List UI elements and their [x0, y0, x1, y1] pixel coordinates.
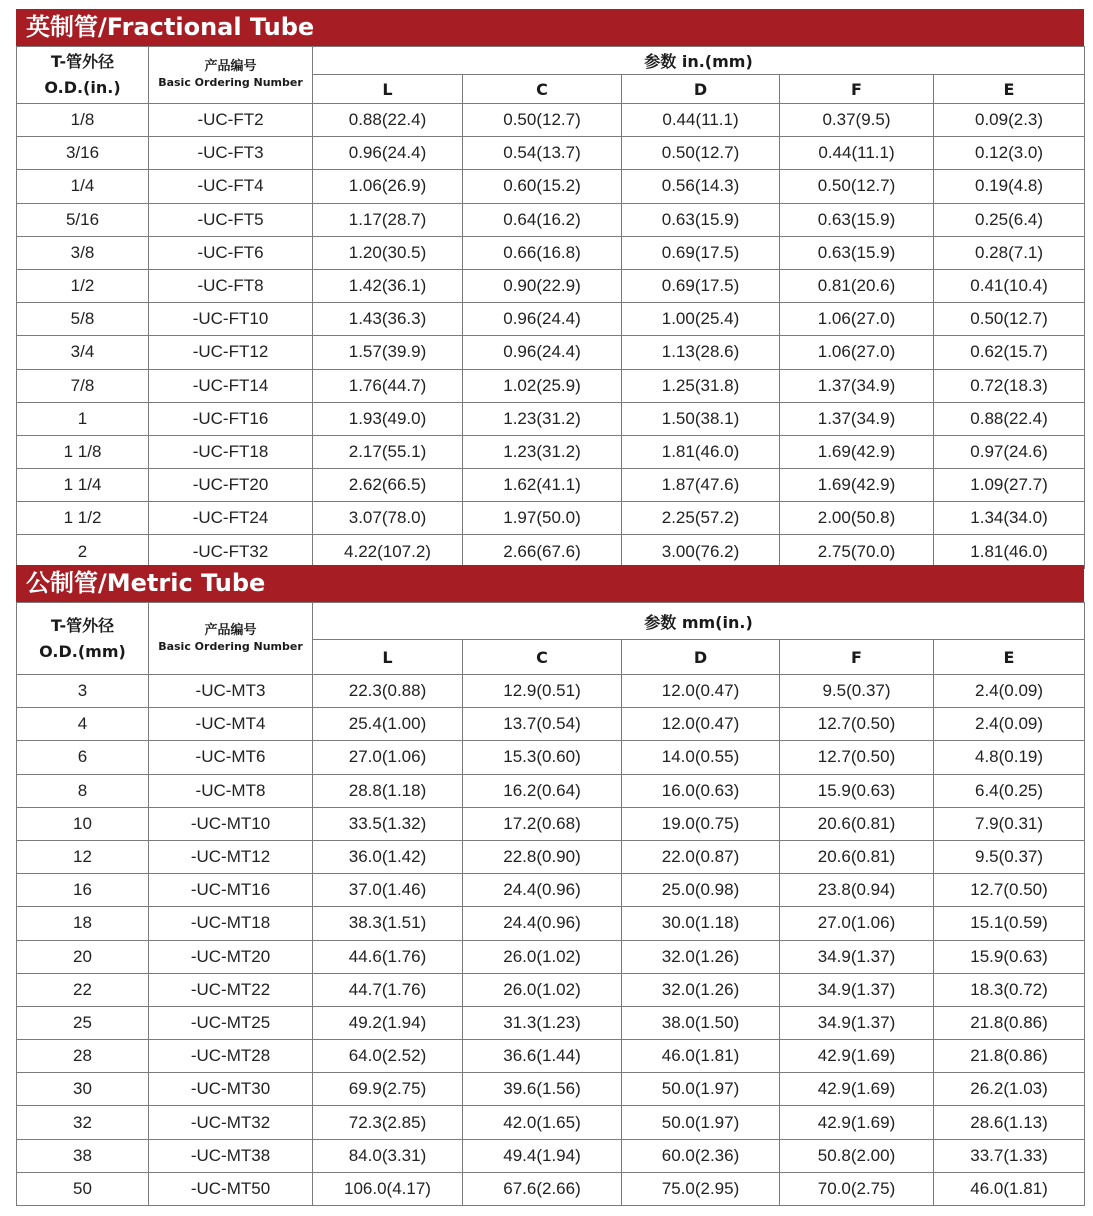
table-row: [17, 402, 1085, 435]
value-cell-l: 36.0(1.42): [313, 840, 463, 873]
od-cell: 30: [17, 1073, 149, 1106]
od-cell: 3/16: [17, 137, 149, 170]
value-cell-l: 1.43(36.3): [313, 303, 463, 336]
value-cell-d: 46.0(1.81): [622, 1040, 780, 1073]
parameter-header: 参数 mm(in.): [313, 603, 1085, 640]
table-row: [17, 137, 1085, 170]
section-title: 英制管/Fractional Tube: [16, 9, 1084, 46]
value-cell-e: 33.7(1.33): [934, 1139, 1085, 1172]
value-cell-c: 26.0(1.02): [463, 973, 622, 1006]
od-cell: 32: [17, 1106, 149, 1139]
value-cell-e: 1.09(27.7): [934, 469, 1085, 502]
table-row: [17, 303, 1085, 336]
value-cell-d: 14.0(0.55): [622, 741, 780, 774]
od-cell: 1 1/8: [17, 435, 149, 468]
value-cell-c: 0.64(16.2): [463, 203, 622, 236]
part-number-cell: -UC-MT6: [149, 741, 313, 774]
value-cell-l: 72.3(2.85): [313, 1106, 463, 1139]
table-row: [17, 469, 1085, 502]
table-row: [17, 104, 1085, 137]
value-cell-l: 37.0(1.46): [313, 874, 463, 907]
value-cell-d: 25.0(0.98): [622, 874, 780, 907]
value-cell-e: 4.8(0.19): [934, 741, 1085, 774]
value-cell-e: 18.3(0.72): [934, 973, 1085, 1006]
table-row: [17, 1006, 1085, 1039]
value-cell-c: 24.4(0.96): [463, 907, 622, 940]
part-number-cell: -UC-FT4: [149, 170, 313, 203]
part-number-cell: -UC-MT30: [149, 1073, 313, 1106]
table-row: [17, 708, 1085, 741]
value-cell-e: 9.5(0.37): [934, 840, 1085, 873]
value-cell-c: 15.3(0.60): [463, 741, 622, 774]
part-number-cell: -UC-FT18: [149, 435, 313, 468]
value-cell-f: 2.75(70.0): [780, 535, 934, 568]
table-row: [17, 774, 1085, 807]
od-header: [17, 47, 149, 104]
table-row: [17, 1073, 1085, 1106]
column-header-d: D: [622, 75, 780, 104]
od-cell: 1/8: [17, 104, 149, 137]
value-cell-f: 42.9(1.69): [780, 1073, 934, 1106]
value-cell-e: 0.72(18.3): [934, 369, 1085, 402]
value-cell-d: 2.25(57.2): [622, 502, 780, 535]
value-cell-d: 0.63(15.9): [622, 203, 780, 236]
column-header-l: L: [313, 640, 463, 675]
value-cell-e: 28.6(1.13): [934, 1106, 1085, 1139]
column-header-e: E: [934, 75, 1085, 104]
value-cell-f: 12.7(0.50): [780, 741, 934, 774]
value-cell-f: 27.0(1.06): [780, 907, 934, 940]
part-number-cell: -UC-FT16: [149, 402, 313, 435]
table-row: [17, 336, 1085, 369]
od-cell: 18: [17, 907, 149, 940]
value-cell-d: 1.81(46.0): [622, 435, 780, 468]
od-cell: 1/4: [17, 170, 149, 203]
table-row: [17, 535, 1085, 568]
table-row: [17, 369, 1085, 402]
table-row: [17, 907, 1085, 940]
value-cell-d: 1.50(38.1): [622, 402, 780, 435]
value-cell-d: 3.00(76.2): [622, 535, 780, 568]
table-row: [17, 1172, 1085, 1205]
value-cell-l: 33.5(1.32): [313, 807, 463, 840]
value-cell-f: 12.7(0.50): [780, 708, 934, 741]
value-cell-e: 0.62(15.7): [934, 336, 1085, 369]
od-cell: 2: [17, 535, 149, 568]
value-cell-l: 44.6(1.76): [313, 940, 463, 973]
od-header-zh: T-管外径: [50, 615, 115, 635]
column-header-l: L: [313, 75, 463, 104]
od-cell: 22: [17, 973, 149, 1006]
table-row: [17, 741, 1085, 774]
od-cell: 4: [17, 708, 149, 741]
value-cell-f: 0.63(15.9): [780, 236, 934, 269]
value-cell-c: 1.97(50.0): [463, 502, 622, 535]
od-cell: 1 1/2: [17, 502, 149, 535]
value-cell-l: 84.0(3.31): [313, 1139, 463, 1172]
value-cell-l: 2.62(66.5): [313, 469, 463, 502]
od-cell: 1 1/4: [17, 469, 149, 502]
value-cell-d: 0.50(12.7): [622, 137, 780, 170]
table-row: [17, 203, 1085, 236]
part-number-cell: -UC-MT20: [149, 940, 313, 973]
value-cell-f: 23.8(0.94): [780, 874, 934, 907]
value-cell-d: 12.0(0.47): [622, 708, 780, 741]
value-cell-d: 38.0(1.50): [622, 1006, 780, 1039]
part-number-header: [149, 603, 313, 675]
value-cell-l: 69.9(2.75): [313, 1073, 463, 1106]
part-number-cell: -UC-MT28: [149, 1040, 313, 1073]
value-cell-l: 1.20(30.5): [313, 236, 463, 269]
value-cell-f: 42.9(1.69): [780, 1106, 934, 1139]
value-cell-d: 0.56(14.3): [622, 170, 780, 203]
value-cell-f: 0.50(12.7): [780, 170, 934, 203]
value-cell-c: 24.4(0.96): [463, 874, 622, 907]
value-cell-c: 1.02(25.9): [463, 369, 622, 402]
value-cell-f: 20.6(0.81): [780, 807, 934, 840]
value-cell-l: 2.17(55.1): [313, 435, 463, 468]
value-cell-d: 32.0(1.26): [622, 940, 780, 973]
table-row: [17, 1040, 1085, 1073]
part-number-cell: -UC-FT2: [149, 104, 313, 137]
value-cell-f: 1.37(34.9): [780, 369, 934, 402]
value-cell-c: 0.54(13.7): [463, 137, 622, 170]
table-row: [17, 840, 1085, 873]
value-cell-c: 26.0(1.02): [463, 940, 622, 973]
od-cell: 20: [17, 940, 149, 973]
value-cell-l: 106.0(4.17): [313, 1172, 463, 1205]
value-cell-l: 1.76(44.7): [313, 369, 463, 402]
value-cell-d: 50.0(1.97): [622, 1106, 780, 1139]
value-cell-l: 1.06(26.9): [313, 170, 463, 203]
value-cell-d: 0.69(17.5): [622, 269, 780, 302]
column-header-e: E: [934, 640, 1085, 675]
value-cell-e: 0.09(2.3): [934, 104, 1085, 137]
value-cell-c: 13.7(0.54): [463, 708, 622, 741]
value-cell-c: 0.60(15.2): [463, 170, 622, 203]
value-cell-l: 1.42(36.1): [313, 269, 463, 302]
value-cell-e: 0.97(24.6): [934, 435, 1085, 468]
value-cell-d: 60.0(2.36): [622, 1139, 780, 1172]
value-cell-e: 1.34(34.0): [934, 502, 1085, 535]
od-cell: 12: [17, 840, 149, 873]
value-cell-c: 0.66(16.8): [463, 236, 622, 269]
fractional-spec-table: [16, 46, 1085, 569]
value-cell-c: 1.62(41.1): [463, 469, 622, 502]
value-cell-e: 6.4(0.25): [934, 774, 1085, 807]
part-number-cell: -UC-MT8: [149, 774, 313, 807]
od-cell: 5/16: [17, 203, 149, 236]
value-cell-f: 1.69(42.9): [780, 469, 934, 502]
value-cell-d: 0.69(17.5): [622, 236, 780, 269]
value-cell-e: 7.9(0.31): [934, 807, 1085, 840]
part-number-cell: -UC-MT25: [149, 1006, 313, 1039]
value-cell-f: 42.9(1.69): [780, 1040, 934, 1073]
table-row: [17, 170, 1085, 203]
od-cell: 6: [17, 741, 149, 774]
part-header-en: Basic Ordering Number: [158, 76, 303, 89]
part-number-cell: -UC-FT20: [149, 469, 313, 502]
value-cell-d: 16.0(0.63): [622, 774, 780, 807]
part-number-cell: -UC-MT4: [149, 708, 313, 741]
value-cell-e: 21.8(0.86): [934, 1006, 1085, 1039]
od-cell: 25: [17, 1006, 149, 1039]
part-number-cell: -UC-MT18: [149, 907, 313, 940]
value-cell-l: 44.7(1.76): [313, 973, 463, 1006]
column-header-c: C: [463, 640, 622, 675]
value-cell-e: 46.0(1.81): [934, 1172, 1085, 1205]
value-cell-e: 21.8(0.86): [934, 1040, 1085, 1073]
part-number-cell: -UC-MT22: [149, 973, 313, 1006]
value-cell-d: 32.0(1.26): [622, 973, 780, 1006]
value-cell-f: 50.8(2.00): [780, 1139, 934, 1172]
value-cell-e: 0.41(10.4): [934, 269, 1085, 302]
od-cell: 5/8: [17, 303, 149, 336]
value-cell-c: 67.6(2.66): [463, 1172, 622, 1205]
value-cell-c: 16.2(0.64): [463, 774, 622, 807]
value-cell-e: 2.4(0.09): [934, 708, 1085, 741]
part-header-zh: 产品编号: [204, 59, 257, 74]
value-cell-l: 38.3(1.51): [313, 907, 463, 940]
part-number-cell: -UC-MT12: [149, 840, 313, 873]
value-cell-f: 20.6(0.81): [780, 840, 934, 873]
od-cell: 3: [17, 675, 149, 708]
section-title: 公制管/Metric Tube: [16, 565, 1084, 602]
part-number-cell: -UC-FT5: [149, 203, 313, 236]
value-cell-e: 15.9(0.63): [934, 940, 1085, 973]
value-cell-c: 0.90(22.9): [463, 269, 622, 302]
value-cell-e: 0.19(4.8): [934, 170, 1085, 203]
value-cell-e: 0.25(6.4): [934, 203, 1085, 236]
value-cell-e: 0.50(12.7): [934, 303, 1085, 336]
table-row: [17, 940, 1085, 973]
column-header-d: D: [622, 640, 780, 675]
value-cell-d: 1.25(31.8): [622, 369, 780, 402]
value-cell-f: 1.06(27.0): [780, 336, 934, 369]
metric-tube-section: [16, 565, 1084, 1206]
value-cell-e: 1.81(46.0): [934, 535, 1085, 568]
value-cell-l: 64.0(2.52): [313, 1040, 463, 1073]
value-cell-d: 50.0(1.97): [622, 1073, 780, 1106]
part-number-cell: -UC-FT3: [149, 137, 313, 170]
part-number-cell: -UC-FT10: [149, 303, 313, 336]
value-cell-e: 0.12(3.0): [934, 137, 1085, 170]
table-row: [17, 874, 1085, 907]
od-cell: 8: [17, 774, 149, 807]
value-cell-l: 3.07(78.0): [313, 502, 463, 535]
value-cell-l: 1.93(49.0): [313, 402, 463, 435]
value-cell-f: 34.9(1.37): [780, 973, 934, 1006]
table-row: [17, 435, 1085, 468]
od-cell: 10: [17, 807, 149, 840]
value-cell-c: 0.50(12.7): [463, 104, 622, 137]
value-cell-f: 9.5(0.37): [780, 675, 934, 708]
od-header-zh: T-管外径: [50, 52, 115, 71]
value-cell-l: 22.3(0.88): [313, 675, 463, 708]
value-cell-f: 15.9(0.63): [780, 774, 934, 807]
value-cell-c: 1.23(31.2): [463, 402, 622, 435]
table-row: [17, 1106, 1085, 1139]
fractional-tube-section: [16, 9, 1084, 569]
value-cell-f: 70.0(2.75): [780, 1172, 934, 1205]
value-cell-c: 0.96(24.4): [463, 336, 622, 369]
value-cell-f: 34.9(1.37): [780, 940, 934, 973]
part-number-cell: -UC-FT14: [149, 369, 313, 402]
od-header-en: O.D.(in.): [44, 78, 121, 97]
column-header-c: C: [463, 75, 622, 104]
value-cell-f: 34.9(1.37): [780, 1006, 934, 1039]
od-cell: 28: [17, 1040, 149, 1073]
parameter-header: 参数 in.(mm): [313, 47, 1085, 75]
part-number-cell: -UC-MT10: [149, 807, 313, 840]
value-cell-f: 2.00(50.8): [780, 502, 934, 535]
value-cell-c: 31.3(1.23): [463, 1006, 622, 1039]
value-cell-e: 26.2(1.03): [934, 1073, 1085, 1106]
od-cell: 16: [17, 874, 149, 907]
table-row: [17, 1139, 1085, 1172]
value-cell-l: 1.57(39.9): [313, 336, 463, 369]
od-cell: 3/4: [17, 336, 149, 369]
part-number-cell: -UC-FT6: [149, 236, 313, 269]
part-header-en: Basic Ordering Number: [158, 639, 303, 653]
value-cell-e: 2.4(0.09): [934, 675, 1085, 708]
table-row: [17, 807, 1085, 840]
value-cell-c: 17.2(0.68): [463, 807, 622, 840]
od-cell: 1: [17, 402, 149, 435]
value-cell-d: 1.13(28.6): [622, 336, 780, 369]
column-header-f: F: [780, 75, 934, 104]
od-cell: 50: [17, 1172, 149, 1205]
value-cell-d: 1.87(47.6): [622, 469, 780, 502]
part-number-header: [149, 47, 313, 104]
part-header-zh: 产品编号: [204, 622, 257, 638]
od-header-en: O.D.(mm): [39, 641, 126, 661]
value-cell-c: 39.6(1.56): [463, 1073, 622, 1106]
part-number-cell: -UC-FT8: [149, 269, 313, 302]
value-cell-l: 1.17(28.7): [313, 203, 463, 236]
value-cell-c: 0.96(24.4): [463, 303, 622, 336]
od-cell: 1/2: [17, 269, 149, 302]
value-cell-d: 1.00(25.4): [622, 303, 780, 336]
value-cell-e: 12.7(0.50): [934, 874, 1085, 907]
value-cell-e: 0.28(7.1): [934, 236, 1085, 269]
value-cell-c: 49.4(1.94): [463, 1139, 622, 1172]
table-row: [17, 236, 1085, 269]
value-cell-d: 75.0(2.95): [622, 1172, 780, 1205]
value-cell-l: 28.8(1.18): [313, 774, 463, 807]
part-number-cell: -UC-MT38: [149, 1139, 313, 1172]
part-number-cell: -UC-FT24: [149, 502, 313, 535]
value-cell-f: 1.37(34.9): [780, 402, 934, 435]
value-cell-l: 25.4(1.00): [313, 708, 463, 741]
value-cell-f: 0.37(9.5): [780, 104, 934, 137]
value-cell-l: 0.88(22.4): [313, 104, 463, 137]
value-cell-c: 12.9(0.51): [463, 675, 622, 708]
value-cell-c: 36.6(1.44): [463, 1040, 622, 1073]
value-cell-e: 0.88(22.4): [934, 402, 1085, 435]
value-cell-l: 49.2(1.94): [313, 1006, 463, 1039]
od-cell: 3/8: [17, 236, 149, 269]
value-cell-l: 0.96(24.4): [313, 137, 463, 170]
part-number-cell: -UC-MT3: [149, 675, 313, 708]
value-cell-f: 1.06(27.0): [780, 303, 934, 336]
value-cell-d: 19.0(0.75): [622, 807, 780, 840]
table-row: [17, 502, 1085, 535]
value-cell-f: 0.63(15.9): [780, 203, 934, 236]
value-cell-c: 22.8(0.90): [463, 840, 622, 873]
value-cell-c: 2.66(67.6): [463, 535, 622, 568]
value-cell-e: 15.1(0.59): [934, 907, 1085, 940]
table-row: [17, 973, 1085, 1006]
value-cell-c: 42.0(1.65): [463, 1106, 622, 1139]
part-number-cell: -UC-FT12: [149, 336, 313, 369]
table-row: [17, 269, 1085, 302]
value-cell-d: 0.44(11.1): [622, 104, 780, 137]
metric-spec-table: [16, 602, 1085, 1206]
od-cell: 7/8: [17, 369, 149, 402]
column-header-f: F: [780, 640, 934, 675]
value-cell-f: 0.81(20.6): [780, 269, 934, 302]
value-cell-d: 22.0(0.87): [622, 840, 780, 873]
od-cell: 38: [17, 1139, 149, 1172]
part-number-cell: -UC-MT16: [149, 874, 313, 907]
part-number-cell: -UC-MT50: [149, 1172, 313, 1205]
value-cell-d: 30.0(1.18): [622, 907, 780, 940]
part-number-cell: -UC-MT32: [149, 1106, 313, 1139]
value-cell-l: 27.0(1.06): [313, 741, 463, 774]
value-cell-d: 12.0(0.47): [622, 675, 780, 708]
value-cell-f: 0.44(11.1): [780, 137, 934, 170]
value-cell-f: 1.69(42.9): [780, 435, 934, 468]
od-header: [17, 603, 149, 675]
value-cell-l: 4.22(107.2): [313, 535, 463, 568]
part-number-cell: -UC-FT32: [149, 535, 313, 568]
table-row: [17, 675, 1085, 708]
value-cell-c: 1.23(31.2): [463, 435, 622, 468]
